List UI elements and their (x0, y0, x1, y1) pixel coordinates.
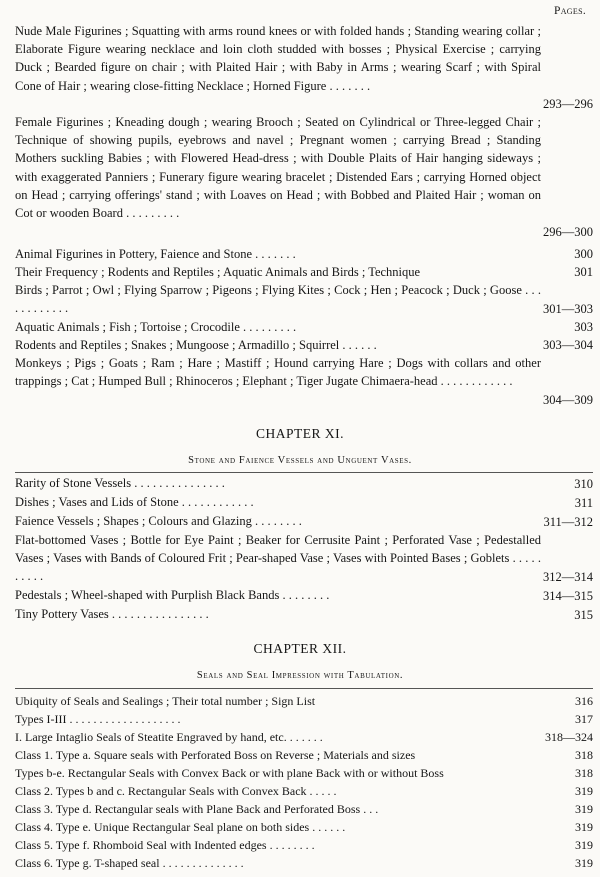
toc-entry (15, 531, 593, 586)
entry-text: Class 1. Type a. Square seals with Perforated Boss on Reverse ; Materials and sizes (15, 748, 416, 762)
entry-pages: 304—309 (535, 391, 593, 409)
entry-pages: 303 (535, 318, 593, 336)
toc-entry (15, 512, 593, 531)
chapter-xi-title: CHAPTER XI. (255, 426, 344, 441)
entry-pages: 318—324 (523, 729, 593, 747)
entry-pages: 303—304 (535, 336, 593, 354)
toc-entry (15, 711, 593, 729)
entry-text: Types b-e. Rectangular Seals with Convex Back or with plane Back with or without Boss (15, 766, 444, 780)
entry-text: I. Large Intaglio Seals of Steatite Engraved by hand, etc. . . . . . . (15, 730, 323, 744)
toc-entry (15, 318, 593, 336)
toc-entry (15, 783, 593, 801)
entry-pages: 311 (535, 494, 593, 512)
entry-pages: 319 (535, 801, 593, 819)
chapter-xi-subtitle: Stone and Faience Vessels and Unguent Vases. (188, 455, 412, 466)
entry-pages: 300 (535, 245, 593, 263)
entry-text: Tiny Pottery Vases . . . . . . . . . . . . . . . . (15, 607, 209, 621)
entry-text: Animal Figurines in Pottery, Faience and Stone . . . . . . . (15, 247, 296, 261)
entry-pages: 316 (535, 693, 593, 711)
entry-pages: 319 (535, 837, 593, 855)
toc-entry (15, 354, 593, 409)
entry-text: Faience Vessels ; Shapes ; Colours and Glazing . . . . . . . . (15, 514, 302, 528)
entry-pages: 293—296 (535, 95, 593, 113)
divider (15, 472, 593, 473)
chapter-xii-entries (15, 693, 593, 873)
toc-entry (15, 747, 593, 765)
entry-pages: 311—312 (535, 513, 593, 531)
toc-entry (15, 693, 593, 711)
entry-text: Rodents and Reptiles ; Snakes ; Mungoose ; Armadillo ; Squirrel . . . . . . (15, 338, 377, 352)
toc-entry (15, 113, 593, 241)
toc-entry (15, 22, 593, 113)
toc-entry (15, 729, 593, 747)
entry-pages: 296—300 (535, 223, 593, 241)
toc-entry (15, 586, 593, 605)
entry-text: Monkeys ; Pigs ; Goats ; Ram ; Hare ; Mastiff ; Hound carrying Hare ; Dogs with collars and other trappings ; Cat ; Humped Bull ; Rhinoceros ; Elephant ; Tiger Jugate Chimaera-head . . . . . . . . . . . . (15, 356, 541, 389)
entry-text: Class 6. Type g. T-shaped seal . . . . . . . . . . . . . . (15, 856, 244, 870)
entry-pages: 319 (535, 855, 593, 873)
entry-pages: 310 (535, 475, 593, 493)
entry-pages: 318 (535, 765, 593, 783)
entry-text: Class 5. Type f. Rhomboid Seal with Indented edges . . . . . . . . (15, 838, 315, 852)
toc-entry (15, 819, 593, 837)
entry-text: Female Figurines ; Kneading dough ; wearing Brooch ; Seated on Cylindrical or Three-legged Chair ; Technique of showing pupils, eyebrows and navel ; Pregnant women ; carrying Bread ; Standing Mothers suckling Babies ; with Flowered Head-dress ; with Double Plaits of Hair hanging sideways ; with exaggerated Panniers ; Funerary figure wearing bracelet ; Distended Ears ; carrying Horned object on Head ; carrying offerings' stand ; with Loaves on Head ; with Bobbed and Plaited Hair ; woman on Cot or wooden Board . . . . . . . . . (15, 115, 541, 221)
toc-entry (15, 336, 593, 354)
pages-column-header: Pages. (554, 5, 586, 17)
entry-text: Flat-bottomed Vases ; Bottle for Eye Paint ; Beaker for Cerrusite Paint ; Perforated Vase ; Pedestalled Vases ; Vases with Bands of Coloured Frit ; Pear-shaped Vase ; Vases with Pointed Bases ; Goblets . . . . . . . . . . (15, 533, 541, 584)
chapter-xii-subtitle: Seals and Seal Impression with Tabulation. (196, 670, 404, 681)
figurines-section (15, 22, 593, 409)
chapter-xii-title: CHAPTER XII. (253, 641, 347, 656)
entry-text: Rarity of Stone Vessels . . . . . . . . . . . . . . . (15, 476, 225, 490)
chapter-xi-entries (15, 474, 593, 624)
entry-text: Their Frequency ; Rodents and Reptiles ; Aquatic Animals and Birds ; Technique (15, 265, 421, 279)
entry-text: Dishes ; Vases and Lids of Stone . . . . . . . . . . . . (15, 495, 254, 509)
toc-entry (15, 765, 593, 783)
toc-entry (15, 605, 593, 624)
divider (15, 688, 593, 689)
toc-entry (15, 837, 593, 855)
entry-text: Class 3. Type d. Rectangular seals with Plane Back and Perforated Boss . . . (15, 802, 379, 816)
entry-pages: 314—315 (535, 587, 593, 605)
entry-pages: 301—303 (535, 300, 593, 318)
entry-text: Nude Male Figurines ; Squatting with arms round knees or with folded hands ; Standing wearing collar ; Elaborate Figure wearing necklace and loin cloth studded with bosses ; Physical Exercise ; carrying Duck ; Bearded figure on chair ; with Plaited Hair ; with Baby in Arms ; wearing Scarf ; with Spiral Cone of Hair ; wearing close-fitting Necklace ; Horned Figure . . . . . . . (15, 24, 541, 93)
toc-entry (15, 474, 593, 493)
toc-entry (15, 281, 593, 318)
entry-text: Pedestals ; Wheel-shaped with Purplish Black Bands . . . . . . . . (15, 588, 330, 602)
entry-pages: 319 (535, 783, 593, 801)
entry-pages: 319 (535, 819, 593, 837)
toc-entry (15, 801, 593, 819)
entry-text: Aquatic Animals ; Fish ; Tortoise ; Crocodile . . . . . . . . . (15, 320, 297, 334)
entry-text: Birds ; Parrot ; Owl ; Flying Sparrow ; Pigeons ; Flying Kites ; Cock ; Hen ; Peacock ; Duck ; Goose . . . . . . . . . . . . (15, 283, 541, 316)
entry-text: Types I-III . . . . . . . . . . . . . . . . . . . (15, 712, 181, 726)
entry-pages: 301 (535, 263, 593, 281)
entry-text: Class 4. Type e. Unique Rectangular Seal plane on both sides . . . . . . (15, 820, 346, 834)
toc-entry (15, 263, 593, 281)
entry-pages: 317 (535, 711, 593, 729)
toc-entry (15, 855, 593, 873)
toc-entry (15, 493, 593, 512)
entry-pages: 318 (535, 747, 593, 765)
entry-pages: 312—314 (535, 568, 593, 586)
toc-entry (15, 245, 593, 263)
entry-text: Class 2. Types b and c. Rectangular Seals with Convex Back . . . . . (15, 784, 337, 798)
entry-pages: 315 (535, 606, 593, 624)
entry-text: Ubiquity of Seals and Sealings ; Their total number ; Sign List (15, 694, 316, 708)
